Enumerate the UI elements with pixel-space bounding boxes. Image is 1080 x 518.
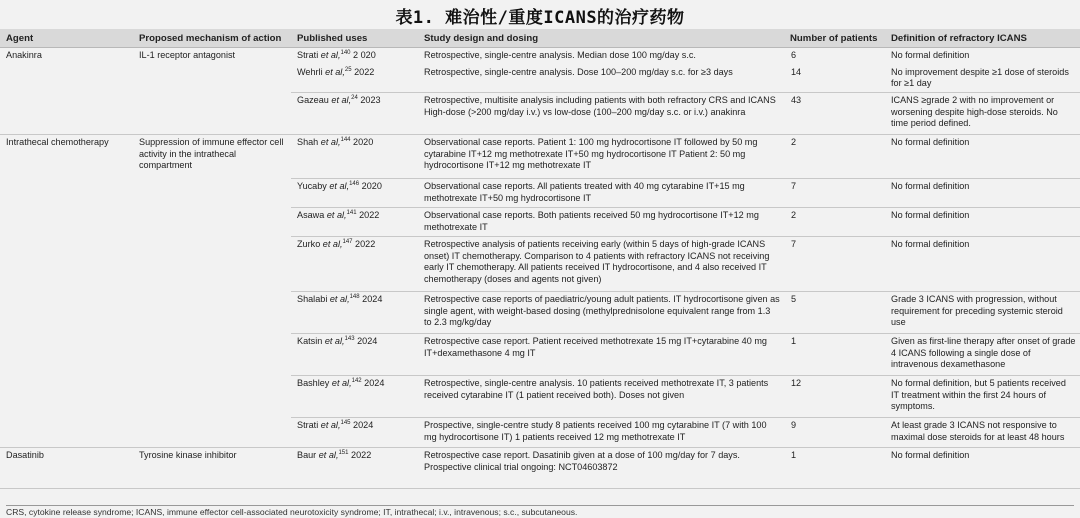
patient-count: 14 [784, 65, 885, 93]
study-design: Retrospective case reports of paediatric/young adult patients. IT hydrocortisone given as single agent, with weight-based dosing (methylprednisolone equivalent range from 1.3 to 2.3 mg/kg/day [418, 292, 784, 334]
study-design: Retrospective, single-centre analysis. Median dose 100 mg/day s.c. [424, 50, 696, 60]
refractory-definition: No formal definition [885, 448, 1080, 489]
patient-count: 9 [784, 418, 885, 448]
published-use: Strati et al,$^{145}$ 2024 [291, 418, 418, 448]
patient-count: 2 [784, 208, 885, 237]
agent-intrathecal-chemotherapy: Intrathecal chemotherapy [0, 135, 133, 448]
published-use: Strati et al,$^{140}$ 2 020 [297, 50, 376, 60]
refractory-definition: Given as first-line therapy after onset of grade 4 ICANS following a single dose of intravenous dexamethasone [885, 334, 1080, 376]
refractory-definition: At least grade 3 ICANS not responsive to maximal dose steroids for at least 48 hours [885, 418, 1080, 448]
published-use: Shalabi et al,$^{148}$ 2024 [291, 292, 418, 334]
header-published-uses: Published uses [291, 29, 418, 48]
agent-anakinra: Anakinra [0, 48, 133, 135]
study-design: Retrospective, multisite analysis including patients with both refractory CRS and ICANS High-dose (>200 mg/day i.v.) vs low-dose (100–200 mg/day s.c. or i.v.) anakinra [418, 93, 784, 135]
patient-count: 43 [784, 93, 885, 135]
header-definition: Definition of refractory ICANS [885, 29, 1080, 48]
published-use: Baur et al,$^{151}$ 2022 [291, 448, 418, 489]
study-design: Observational case reports. All patients treated with 40 mg cytarabine IT+15 mg methotrexate IT+50 mg hydrocortisone IT [418, 179, 784, 208]
patient-count: 5 [784, 292, 885, 334]
published-use: Bashley et al,$^{142}$ 2024 [291, 376, 418, 418]
published-use: Katsin et al,$^{143}$ 2024 [291, 334, 418, 376]
refractory-definition: No formal definition [885, 179, 1080, 208]
study-design: Retrospective case report. Patient received methotrexate 15 mg IT+cytarabine 40 mg IT+dexamethasone 4 mg IT [418, 334, 784, 376]
agent-dasatinib: Dasatinib [0, 448, 133, 489]
header-study-design: Study design and dosing [418, 29, 784, 48]
published-use: Wehrli et al,$^{25}$ 2022 [291, 65, 418, 93]
table-row [0, 48, 1080, 65]
study-design: Observational case reports. Patient 1: 100 mg hydrocortisone IT followed by 50 mg cytarabine IT+12 mg methotrexate IT+50 mg hydrocortisone IT Patient 2: 50 mg hydrocortisone IT+12 mg methotrexate IT [418, 135, 784, 179]
patient-count: 7 [784, 179, 885, 208]
header-agent: Agent [0, 29, 133, 48]
study-design: Retrospective case report. Dasatinib given at a dose of 100 mg/day for 7 days. Prospective clinical trial ongoing: NCT04603872 [418, 448, 784, 489]
published-use: Asawa et al,$^{141}$ 2022 [291, 208, 418, 237]
refractory-definition: No improvement despite ≥1 dose of steroids for ≥1 day [885, 65, 1080, 93]
table-row [0, 135, 1080, 179]
refractory-definition: ICANS ≥grade 2 with no improvement or worsening despite high-dose steroids. No time period defined. [885, 93, 1080, 135]
header-number-of-patients: Number of patients [784, 29, 885, 48]
refractory-icans-table [0, 29, 1080, 489]
study-design: Retrospective, single-centre analysis. Dose 100–200 mg/day s.c. for ≥3 days [418, 65, 784, 93]
table-row [0, 448, 1080, 489]
patient-count: 7 [784, 237, 885, 292]
refractory-definition: No formal definition [885, 135, 1080, 179]
mechanism-intrathecal-chemotherapy: Suppression of immune effector cell activity in the intrathecal compartment [133, 135, 291, 448]
refractory-definition: No formal definition [885, 237, 1080, 292]
patient-count: 6 [791, 50, 797, 60]
study-design: Retrospective, single-centre analysis. 10 patients received methotrexate IT, 3 patients received cytarabine IT (1 patient received both). Doses not given [418, 376, 784, 418]
study-design: Observational case reports. Both patients received 50 mg hydrocortisone IT+12 mg methotrexate IT [418, 208, 784, 237]
table-footnote: CRS, cytokine release syndrome; ICANS, immune effector cell-associated neurotoxicity syndrome; IT, intrathecal; i.v., intravenous; s.c., subcutaneous. [6, 505, 1074, 517]
published-use: Gazeau et al,$^{24}$ 2023 [291, 93, 418, 135]
patient-count: 1 [784, 448, 885, 489]
header-mechanism: Proposed mechanism of action [133, 29, 291, 48]
patient-count: 2 [784, 135, 885, 179]
refractory-definition: Grade 3 ICANS with progression, without requirement for preceding systemic steroid use [885, 292, 1080, 334]
table-header-row [0, 29, 1080, 48]
published-use: Yucaby et al,$^{146}$ 2020 [291, 179, 418, 208]
published-use: Zurko et al,$^{147}$ 2022 [291, 237, 418, 292]
study-design: Retrospective analysis of patients receiving early (within 5 days of high-grade ICANS onset) IT chemotherapy. Comparison to 4 patients with refractory ICANS not receiving early IT chemotherapy. All patients received IT hydrocortisone, and 4 also received IT chemotherapy (doses and agents not given) [418, 237, 784, 292]
mechanism-dasatinib: Tyrosine kinase inhibitor [133, 448, 291, 489]
study-design: Prospective, single-centre study 8 patients received 100 mg cytarabine IT (7 with 100 mg hydrocortisone IT) 1 patients received 12 mg methotrexate IT [418, 418, 784, 448]
refractory-definition: No formal definition [891, 50, 970, 60]
mechanism-anakinra: IL-1 receptor antagonist [133, 48, 291, 135]
published-use: Shah et al,$^{144}$ 2020 [291, 135, 418, 179]
refractory-definition: No formal definition [885, 208, 1080, 237]
refractory-definition: No formal definition, but 5 patients received IT treatment within the first 24 hours of symptoms. [885, 376, 1080, 418]
patient-count: 12 [784, 376, 885, 418]
patient-count: 1 [784, 334, 885, 376]
table-title: 表1. 难治性/重度ICANS的治疗药物 [395, 8, 685, 28]
